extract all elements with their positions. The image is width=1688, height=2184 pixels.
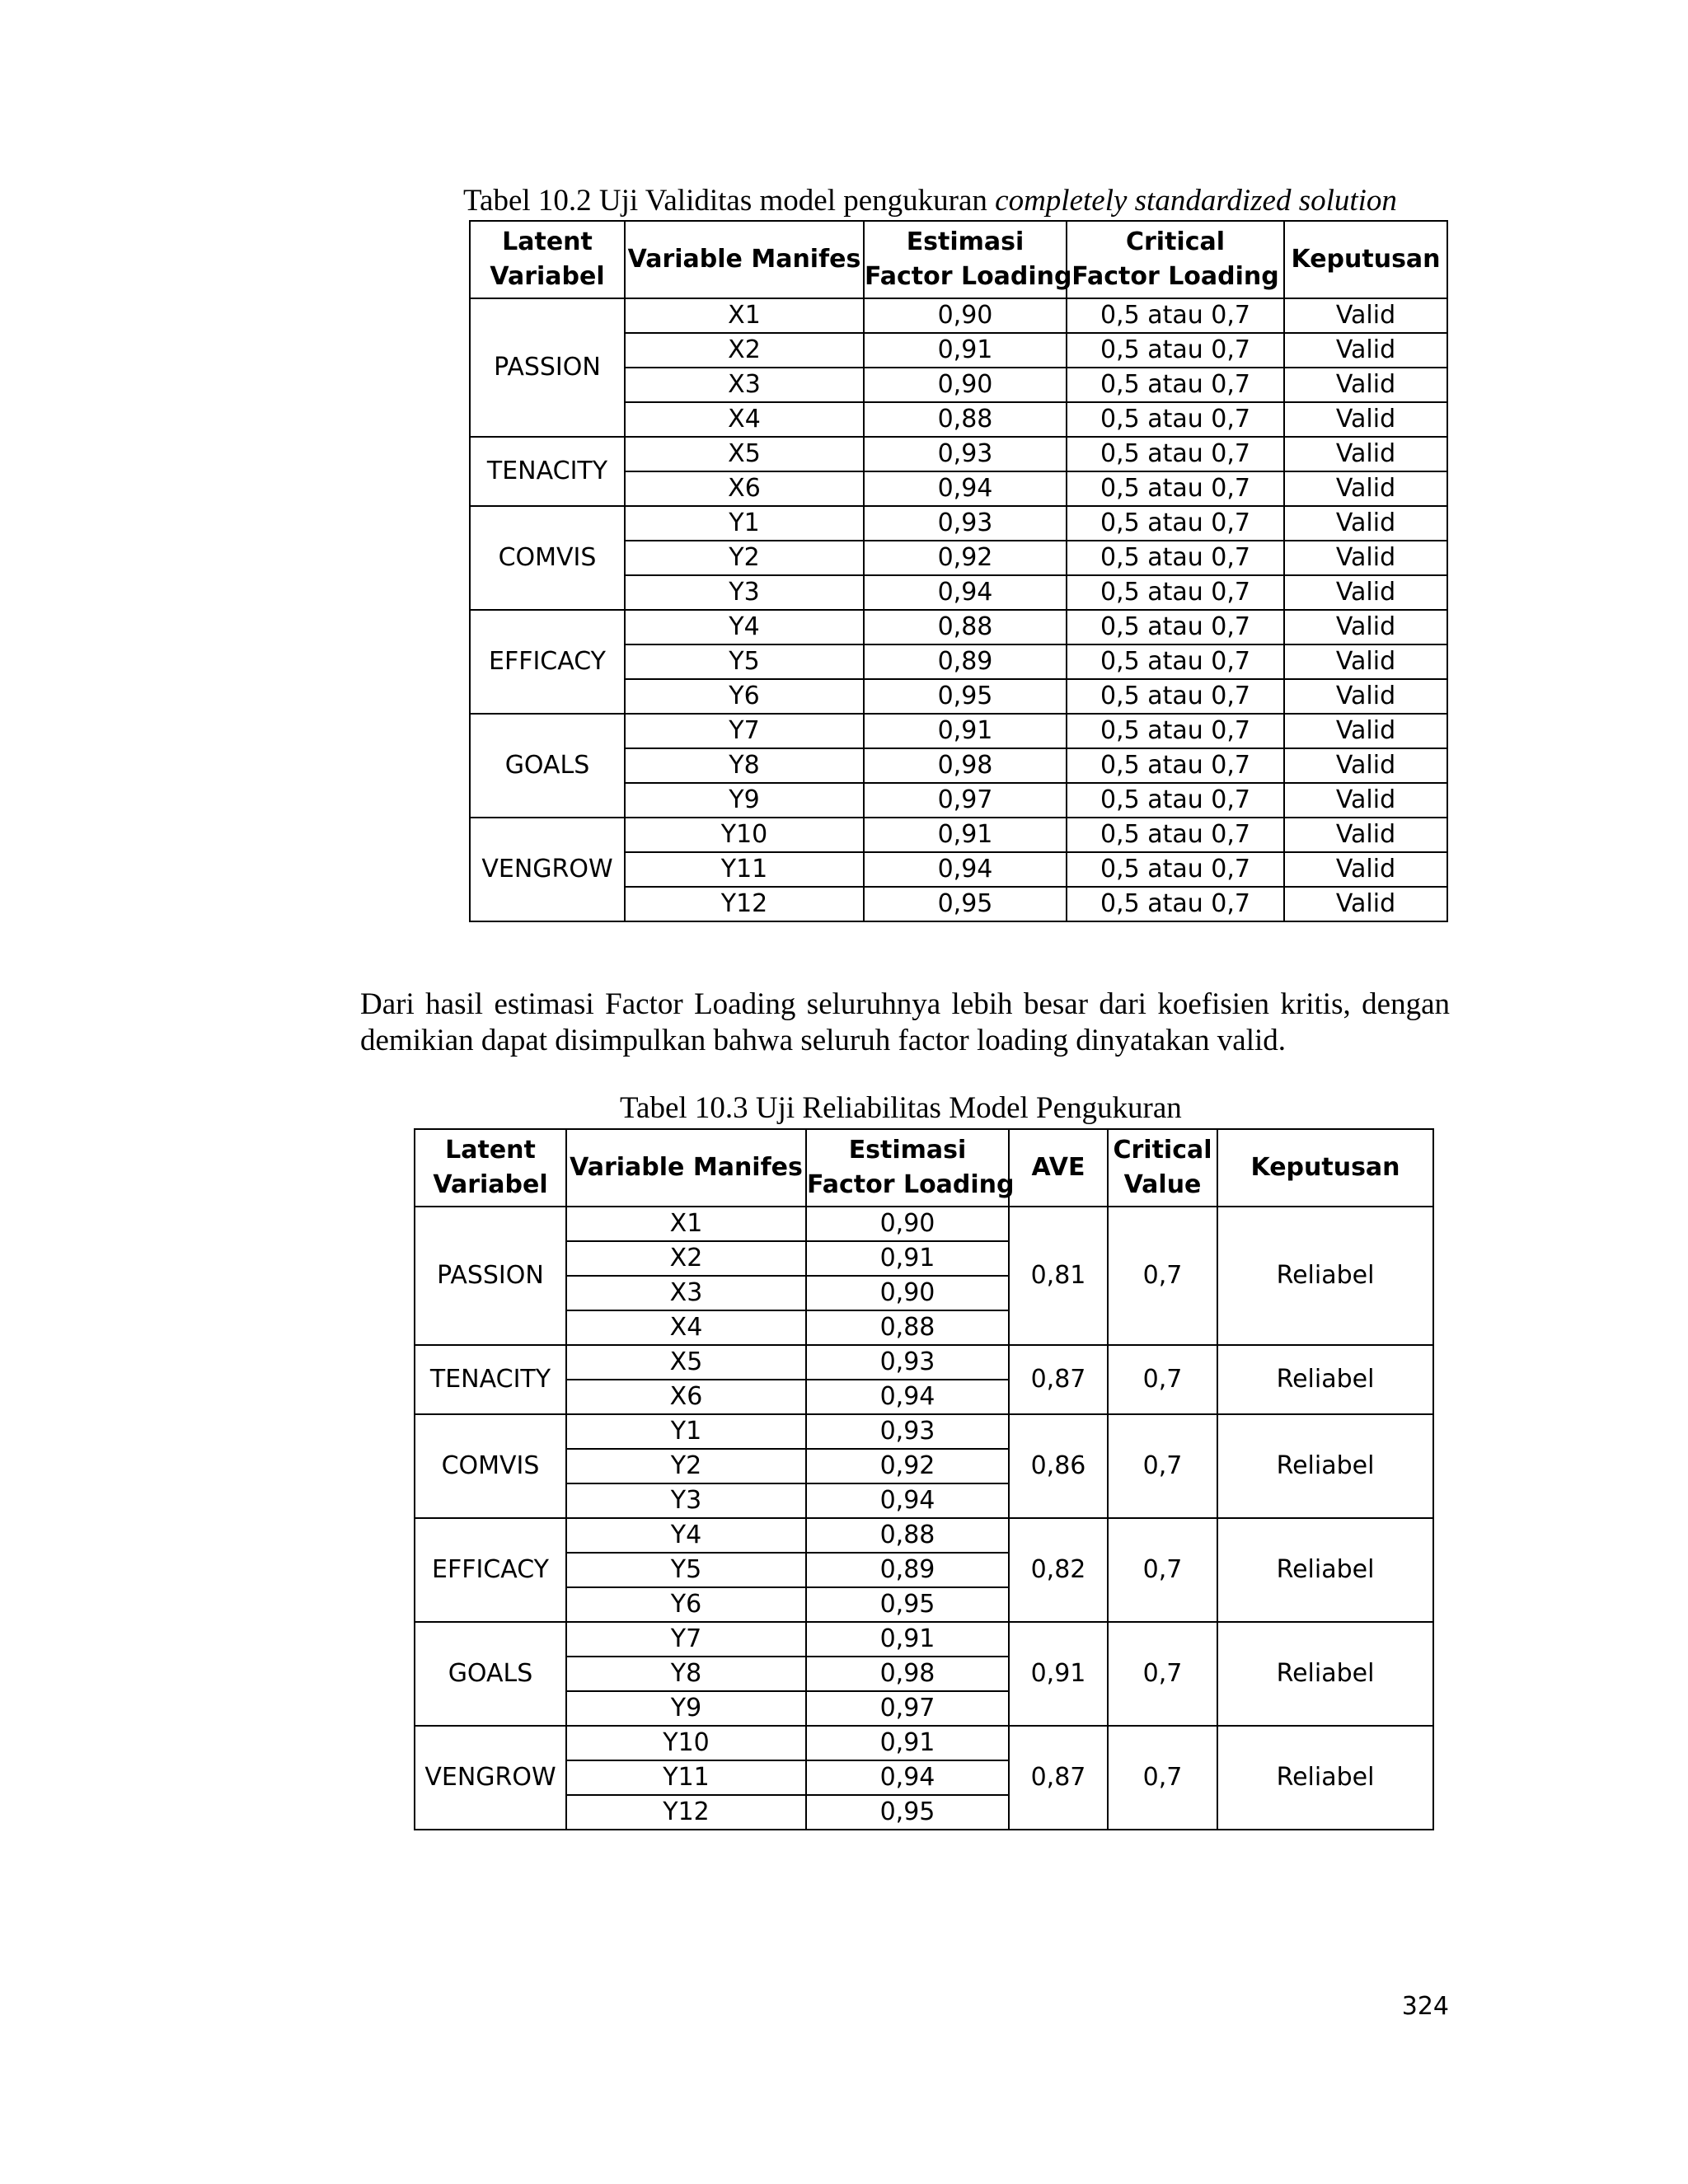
factor-loading-cell: 0,89 — [864, 644, 1067, 679]
factor-loading-cell: 0,95 — [864, 887, 1067, 921]
manifest-variable-cell: X5 — [625, 437, 864, 471]
decision-cell: Valid — [1284, 714, 1447, 748]
decision-cell: Reliabel — [1217, 1345, 1433, 1414]
critical-loading-cell: 0,5 atau 0,7 — [1067, 368, 1284, 402]
decision-cell: Valid — [1284, 783, 1447, 818]
critical-loading-cell: 0,5 atau 0,7 — [1067, 887, 1284, 921]
decision-cell: Reliabel — [1217, 1726, 1433, 1830]
table-row — [470, 610, 1447, 644]
factor-loading-cell: 0,97 — [864, 783, 1067, 818]
critical-loading-cell: 0,5 atau 0,7 — [1067, 852, 1284, 887]
latent-variable-cell: PASSION — [470, 298, 625, 437]
latent-variable-cell: COMVIS — [470, 506, 625, 610]
manifest-variable-cell: X2 — [625, 333, 864, 368]
factor-loading-cell: 0,97 — [806, 1691, 1009, 1726]
manifest-variable-cell: Y12 — [625, 887, 864, 921]
factor-loading-cell: 0,90 — [864, 368, 1067, 402]
header-estimasi: Estimasi Factor Loading — [864, 221, 1067, 298]
critical-value-cell: 0,7 — [1108, 1518, 1217, 1622]
manifest-variable-cell: Y4 — [625, 610, 864, 644]
manifest-variable-cell: Y8 — [566, 1657, 806, 1691]
critical-value-cell: 0,7 — [1108, 1726, 1217, 1830]
manifest-variable-cell: Y8 — [625, 748, 864, 783]
table-row — [415, 1726, 1433, 1760]
factor-loading-cell: 0,94 — [806, 1483, 1009, 1518]
latent-variable-cell: EFFICACY — [415, 1518, 566, 1622]
critical-loading-cell: 0,5 atau 0,7 — [1067, 471, 1284, 506]
decision-cell: Valid — [1284, 679, 1447, 714]
table-row — [415, 1622, 1433, 1657]
decision-cell: Valid — [1284, 506, 1447, 541]
factor-loading-cell: 0,88 — [806, 1518, 1009, 1553]
manifest-variable-cell: Y11 — [566, 1760, 806, 1795]
factor-loading-cell: 0,94 — [806, 1380, 1009, 1414]
manifest-variable-cell: X6 — [566, 1380, 806, 1414]
latent-variable-cell: VENGROW — [470, 818, 625, 921]
manifest-variable-cell: X1 — [566, 1207, 806, 1241]
header-ave: AVE — [1009, 1129, 1108, 1207]
factor-loading-cell: 0,92 — [864, 541, 1067, 575]
decision-cell: Valid — [1284, 437, 1447, 471]
table-row — [470, 506, 1447, 541]
factor-loading-cell: 0,98 — [806, 1657, 1009, 1691]
factor-loading-cell: 0,98 — [864, 748, 1067, 783]
manifest-variable-cell: X6 — [625, 471, 864, 506]
decision-cell: Reliabel — [1217, 1518, 1433, 1622]
critical-loading-cell: 0,5 atau 0,7 — [1067, 610, 1284, 644]
latent-variable-cell: GOALS — [415, 1622, 566, 1726]
ave-cell: 0,87 — [1009, 1726, 1108, 1830]
manifest-variable-cell: Y4 — [566, 1518, 806, 1553]
factor-loading-cell: 0,88 — [864, 610, 1067, 644]
ave-cell: 0,91 — [1009, 1622, 1108, 1726]
manifest-variable-cell: X5 — [566, 1345, 806, 1380]
latent-variable-cell: EFFICACY — [470, 610, 625, 714]
header-latent: Latent Variabel — [470, 221, 625, 298]
critical-value-cell: 0,7 — [1108, 1207, 1217, 1345]
decision-cell: Valid — [1284, 402, 1447, 437]
header-latent: Latent Variabel — [415, 1129, 566, 1207]
manifest-variable-cell: Y11 — [625, 852, 864, 887]
manifest-variable-cell: X3 — [625, 368, 864, 402]
manifest-variable-cell: Y7 — [625, 714, 864, 748]
manifest-variable-cell: Y2 — [566, 1449, 806, 1483]
critical-loading-cell: 0,5 atau 0,7 — [1067, 679, 1284, 714]
table-row — [415, 1518, 1433, 1553]
manifest-variable-cell: X3 — [566, 1276, 806, 1310]
validity-table-header — [470, 221, 1447, 298]
table2-caption: Tabel 10.3 Uji Reliabilitas Model Pengukuran — [620, 1091, 1182, 1125]
header-estimasi: Estimasi Factor Loading — [806, 1129, 1009, 1207]
factor-loading-cell: 0,90 — [806, 1207, 1009, 1241]
decision-cell: Valid — [1284, 333, 1447, 368]
validity-table-body — [470, 298, 1447, 921]
header-keputusan: Keputusan — [1284, 221, 1447, 298]
reliability-table — [414, 1128, 1434, 1830]
decision-cell: Valid — [1284, 748, 1447, 783]
critical-loading-cell: 0,5 atau 0,7 — [1067, 298, 1284, 333]
critical-loading-cell: 0,5 atau 0,7 — [1067, 575, 1284, 610]
critical-loading-cell: 0,5 atau 0,7 — [1067, 818, 1284, 852]
manifest-variable-cell: Y12 — [566, 1795, 806, 1830]
factor-loading-cell: 0,95 — [864, 679, 1067, 714]
ave-cell: 0,87 — [1009, 1345, 1108, 1414]
critical-loading-cell: 0,5 atau 0,7 — [1067, 402, 1284, 437]
table1-caption-italic: completely standardized solution — [995, 184, 1397, 218]
decision-cell: Valid — [1284, 541, 1447, 575]
decision-cell: Reliabel — [1217, 1207, 1433, 1345]
critical-loading-cell: 0,5 atau 0,7 — [1067, 748, 1284, 783]
decision-cell: Valid — [1284, 368, 1447, 402]
ave-cell: 0,81 — [1009, 1207, 1108, 1345]
decision-cell: Valid — [1284, 471, 1447, 506]
decision-cell: Valid — [1284, 575, 1447, 610]
factor-loading-cell: 0,93 — [864, 506, 1067, 541]
table-row — [415, 1207, 1433, 1241]
factor-loading-cell: 0,91 — [806, 1241, 1009, 1276]
latent-variable-cell: PASSION — [415, 1207, 566, 1345]
latent-variable-cell: COMVIS — [415, 1414, 566, 1518]
table-row — [470, 437, 1447, 471]
table-row — [470, 714, 1447, 748]
manifest-variable-cell: Y9 — [566, 1691, 806, 1726]
decision-cell: Valid — [1284, 852, 1447, 887]
header-critical: Critical Factor Loading — [1067, 221, 1284, 298]
decision-cell: Reliabel — [1217, 1622, 1433, 1726]
decision-cell: Reliabel — [1217, 1414, 1433, 1518]
table-row — [415, 1345, 1433, 1380]
reliability-table-body — [415, 1207, 1433, 1830]
decision-cell: Valid — [1284, 298, 1447, 333]
factor-loading-cell: 0,94 — [864, 575, 1067, 610]
critical-loading-cell: 0,5 atau 0,7 — [1067, 437, 1284, 471]
manifest-variable-cell: Y5 — [625, 644, 864, 679]
manifest-variable-cell: Y10 — [566, 1726, 806, 1760]
factor-loading-cell: 0,88 — [864, 402, 1067, 437]
decision-cell: Valid — [1284, 887, 1447, 921]
latent-variable-cell: GOALS — [470, 714, 625, 818]
critical-loading-cell: 0,5 atau 0,7 — [1067, 644, 1284, 679]
critical-loading-cell: 0,5 atau 0,7 — [1067, 333, 1284, 368]
factor-loading-cell: 0,93 — [864, 437, 1067, 471]
decision-cell: Valid — [1284, 644, 1447, 679]
header-critical: Critical Value — [1108, 1129, 1217, 1207]
header-manifes: Variable Manifes — [625, 221, 864, 298]
factor-loading-cell: 0,90 — [806, 1276, 1009, 1310]
factor-loading-cell: 0,92 — [806, 1449, 1009, 1483]
critical-value-cell: 0,7 — [1108, 1622, 1217, 1726]
factor-loading-cell: 0,91 — [864, 818, 1067, 852]
critical-loading-cell: 0,5 atau 0,7 — [1067, 714, 1284, 748]
factor-loading-cell: 0,94 — [864, 852, 1067, 887]
manifest-variable-cell: Y6 — [566, 1587, 806, 1622]
latent-variable-cell: TENACITY — [470, 437, 625, 506]
manifest-variable-cell: Y3 — [625, 575, 864, 610]
factor-loading-cell: 0,91 — [806, 1726, 1009, 1760]
factor-loading-cell: 0,90 — [864, 298, 1067, 333]
table1-caption — [463, 185, 1397, 218]
latent-variable-cell: VENGROW — [415, 1726, 566, 1830]
manifest-variable-cell: Y5 — [566, 1553, 806, 1587]
manifest-variable-cell: Y10 — [625, 818, 864, 852]
manifest-variable-cell: Y1 — [566, 1414, 806, 1449]
table1-caption-text: Tabel 10.2 Uji Validitas model pengukuran — [463, 184, 996, 218]
factor-loading-cell: 0,94 — [864, 471, 1067, 506]
manifest-variable-cell: Y7 — [566, 1622, 806, 1657]
critical-value-cell: 0,7 — [1108, 1414, 1217, 1518]
manifest-variable-cell: Y3 — [566, 1483, 806, 1518]
latent-variable-cell: TENACITY — [415, 1345, 566, 1414]
factor-loading-cell: 0,93 — [806, 1345, 1009, 1380]
reliability-table-header — [415, 1129, 1433, 1207]
manifest-variable-cell: X2 — [566, 1241, 806, 1276]
factor-loading-cell: 0,88 — [806, 1310, 1009, 1345]
critical-value-cell: 0,7 — [1108, 1345, 1217, 1414]
decision-cell: Valid — [1284, 818, 1447, 852]
manifest-variable-cell: Y2 — [625, 541, 864, 575]
factor-loading-cell: 0,95 — [806, 1587, 1009, 1622]
manifest-variable-cell: X4 — [625, 402, 864, 437]
manifest-variable-cell: Y6 — [625, 679, 864, 714]
factor-loading-cell: 0,89 — [806, 1553, 1009, 1587]
factor-loading-cell: 0,94 — [806, 1760, 1009, 1795]
factor-loading-cell: 0,91 — [864, 714, 1067, 748]
ave-cell: 0,82 — [1009, 1518, 1108, 1622]
manifest-variable-cell: Y1 — [625, 506, 864, 541]
factor-loading-cell: 0,93 — [806, 1414, 1009, 1449]
manifest-variable-cell: X4 — [566, 1310, 806, 1345]
critical-loading-cell: 0,5 atau 0,7 — [1067, 541, 1284, 575]
page-number: 324 — [1401, 1992, 1449, 2021]
critical-loading-cell: 0,5 atau 0,7 — [1067, 506, 1284, 541]
header-keputusan: Keputusan — [1217, 1129, 1433, 1207]
factor-loading-cell: 0,95 — [806, 1795, 1009, 1830]
factor-loading-cell: 0,91 — [864, 333, 1067, 368]
table-row — [415, 1414, 1433, 1449]
decision-cell: Valid — [1284, 610, 1447, 644]
body-paragraph: Dari hasil estimasi Factor Loading seluruhnya lebih besar dari koefisien kritis, dengan demikian dapat disimpulkan bahwa seluruh factor loading dinyatakan valid. — [360, 987, 1450, 1057]
table-row — [470, 818, 1447, 852]
header-manifes: Variable Manifes — [566, 1129, 806, 1207]
table-row — [470, 298, 1447, 333]
manifest-variable-cell: X1 — [625, 298, 864, 333]
ave-cell: 0,86 — [1009, 1414, 1108, 1518]
factor-loading-cell: 0,91 — [806, 1622, 1009, 1657]
manifest-variable-cell: Y9 — [625, 783, 864, 818]
critical-loading-cell: 0,5 atau 0,7 — [1067, 783, 1284, 818]
validity-table — [469, 220, 1448, 922]
